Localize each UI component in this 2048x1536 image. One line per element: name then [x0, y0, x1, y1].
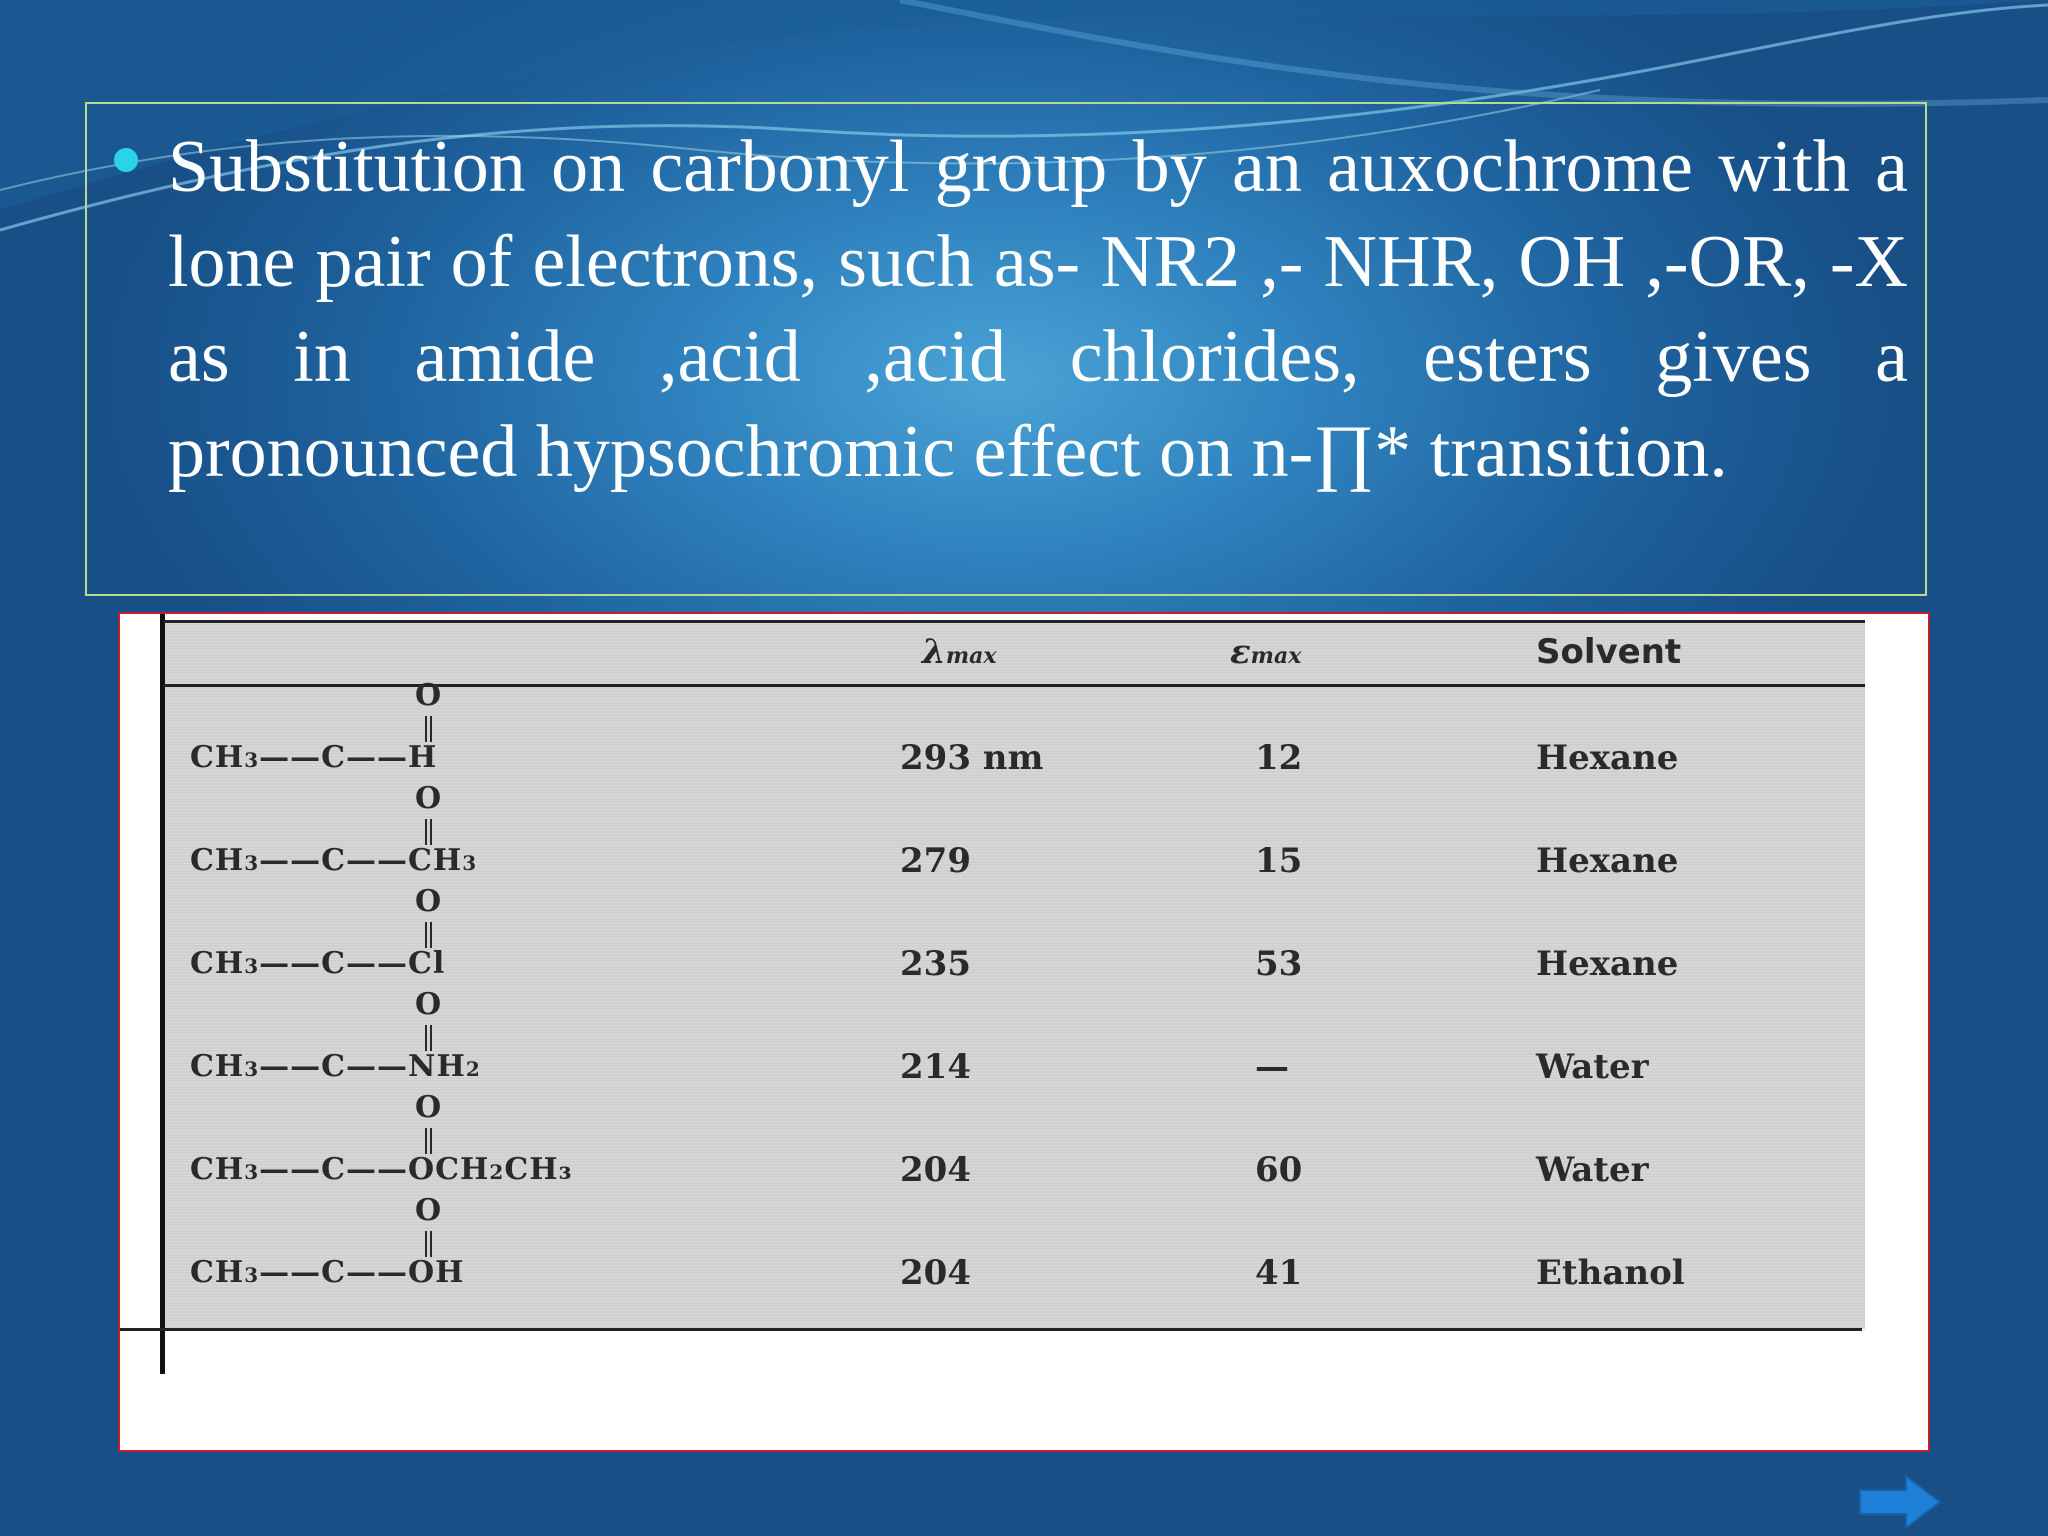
methyl-group: CH: [190, 1049, 245, 1084]
solvent-value: Hexane: [1536, 738, 1679, 778]
molecule-structure: CH3——C——NH2: [190, 1049, 481, 1084]
carbonyl-carbon: C: [321, 946, 347, 981]
single-bond: ——: [346, 1152, 409, 1187]
carbonyl-carbon: C: [321, 1152, 347, 1187]
solvent-value: Water: [1536, 1150, 1649, 1190]
table-top-rule: [163, 620, 1865, 623]
epsilon-max-value: 60: [1255, 1150, 1303, 1190]
single-bond: ——: [259, 740, 322, 775]
table-bottom-rule: [120, 1328, 1862, 1331]
single-bond: ——: [346, 843, 409, 878]
carbonyl-oxygen: O: [415, 1193, 442, 1228]
single-bond: ——: [346, 1255, 409, 1290]
methyl-group: CH: [190, 1255, 245, 1290]
lambda-max-value: 204: [900, 1150, 971, 1190]
substituent: OCH: [408, 1152, 490, 1187]
carbonyl-double-bond: [425, 1025, 432, 1051]
epsilon-max-value: 15: [1255, 841, 1303, 881]
solvent-value: Hexane: [1536, 841, 1679, 881]
epsilon-max-value: —: [1255, 1047, 1289, 1087]
molecule-structure: CH3——C——OH: [190, 1255, 465, 1290]
carbonyl-oxygen: O: [415, 781, 442, 816]
absorption-table-image: [118, 612, 1930, 1452]
solvent-value: Hexane: [1536, 944, 1679, 984]
single-bond: ——: [259, 1049, 322, 1084]
lambda-max-value: 204: [900, 1253, 971, 1293]
epsilon-max-value: 53: [1255, 944, 1303, 984]
carbonyl-oxygen: O: [415, 678, 442, 713]
molecule-structure: CH3——C——OCH2CH₃: [190, 1152, 573, 1187]
single-bond: ——: [346, 1049, 409, 1084]
carbonyl-oxygen: O: [415, 987, 442, 1022]
table-left-rule: [160, 614, 165, 1374]
solvent-value: Ethanol: [1536, 1253, 1685, 1293]
lambda-max-value: 235: [900, 944, 971, 984]
carbonyl-double-bond: [425, 922, 432, 948]
bullet-paragraph: Substitution on carbonyl group by an auxochrome with a lone pair of electrons, such as- NR2 ,- NHR, OH ,-OR, -X as in amide ,acid ,acid chlorides, esters gives a pronounced hypsochromic effect on n-∏* transition.: [168, 126, 1908, 493]
header-solvent: Solvent: [1536, 632, 1682, 672]
single-bond: ——: [259, 946, 322, 981]
lambda-max-value: 214: [900, 1047, 971, 1087]
carbonyl-double-bond: [425, 1128, 432, 1154]
carbonyl-double-bond: [425, 716, 432, 742]
substituent: NH: [408, 1049, 466, 1084]
substituent: H: [408, 740, 438, 775]
carbonyl-oxygen: O: [415, 884, 442, 919]
molecule-structure: CH3——C——CH3: [190, 843, 478, 878]
single-bond: ——: [346, 740, 409, 775]
epsilon-max-value: 12: [1255, 738, 1303, 778]
lambda-max-value: 293 nm: [900, 738, 1044, 778]
methyl-group: CH: [190, 946, 245, 981]
header-epsilon-max: εmax: [1230, 632, 1302, 672]
carbonyl-double-bond: [425, 1231, 432, 1257]
substituent: Cl: [408, 946, 446, 981]
substituent: CH: [408, 843, 463, 878]
carbonyl-carbon: C: [321, 740, 347, 775]
methyl-group: CH: [190, 1152, 245, 1187]
methyl-group: CH: [190, 843, 245, 878]
carbonyl-carbon: C: [321, 1049, 347, 1084]
carbonyl-oxygen: O: [415, 1090, 442, 1125]
methyl-group: CH: [190, 740, 245, 775]
carbonyl-carbon: C: [321, 843, 347, 878]
carbonyl-carbon: C: [321, 1255, 347, 1290]
carbonyl-double-bond: [425, 819, 432, 845]
molecule-structure: CH3——C——H: [190, 740, 438, 775]
bullet-dot-icon: [114, 148, 138, 172]
right-arrow-icon[interactable]: [1858, 1474, 1942, 1530]
lambda-max-value: 279: [900, 841, 971, 881]
molecule-structure: CH3——C——Cl: [190, 946, 446, 981]
single-bond: ——: [259, 1255, 322, 1290]
single-bond: ——: [259, 843, 322, 878]
solvent-value: Water: [1536, 1047, 1649, 1087]
header-lambda-max: λmax: [922, 632, 997, 672]
substituent: OH: [408, 1255, 465, 1290]
single-bond: ——: [346, 946, 409, 981]
single-bond: ——: [259, 1152, 322, 1187]
epsilon-max-value: 41: [1255, 1253, 1303, 1293]
